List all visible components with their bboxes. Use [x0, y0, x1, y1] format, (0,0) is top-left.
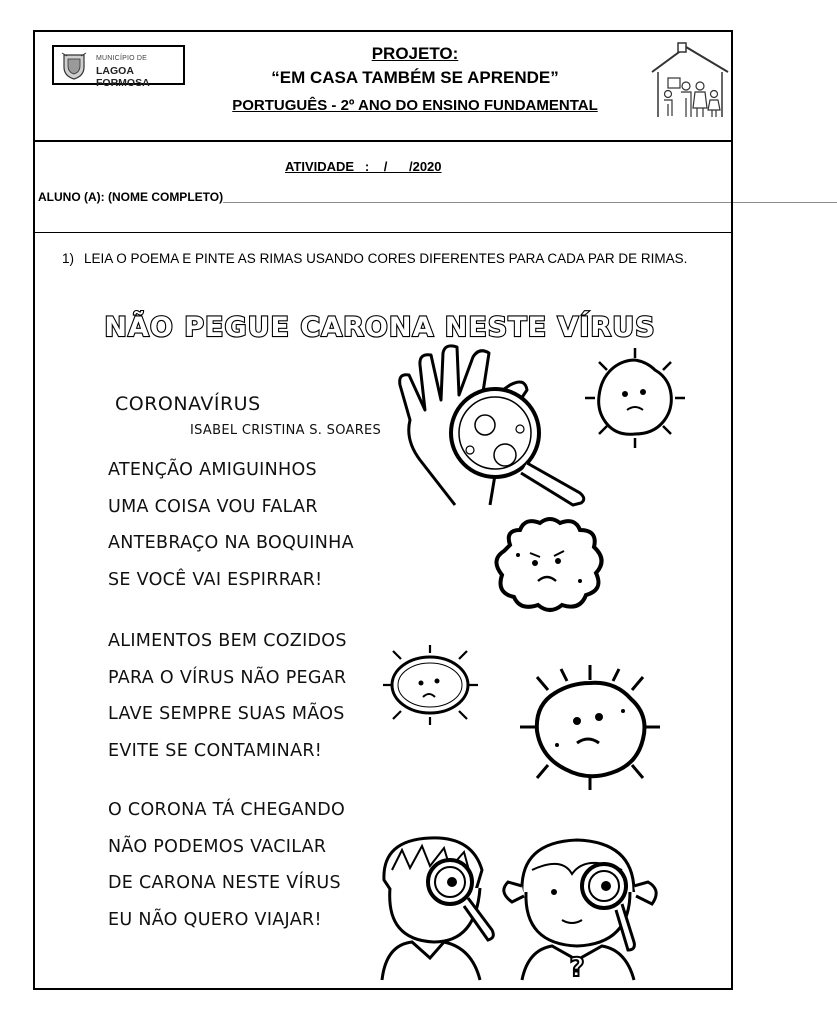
question-text: LEIA O POEMA E PINTE AS RIMAS USANDO CORES DIFERENTES PARA CADA PAR DE RIMAS.: [84, 251, 688, 266]
name-line-divider: [35, 232, 731, 233]
logo-caption: MUNICÍPIO DE: [96, 55, 148, 62]
stanza-2: [108, 623, 347, 769]
coat-of-arms-icon: [59, 51, 89, 81]
stanza-1: [108, 452, 354, 598]
project-label: PROJETO:: [371, 44, 459, 63]
hand-magnifier-illustration: [395, 345, 595, 515]
question-number: 1): [62, 251, 75, 266]
logo-municipality-name: LAGOA FORMOSA: [96, 65, 150, 89]
poem-banner-text: NÃO PEGUE CARONA NESTE VÍRUS: [104, 312, 656, 343]
verse: SE VOCÊ VAI ESPIRRAR!: [108, 569, 323, 590]
poem-banner: [104, 305, 656, 345]
verse: ANTEBRAÇO NA BOQUINHA: [108, 533, 354, 553]
subject-grade: PORTUGUÊS - 2º ANO DO ENSINO FUNDAMENTAL: [232, 97, 598, 114]
virus-icon-3: [383, 645, 478, 725]
verse: DE CARONA NESTE VÍRUS: [108, 873, 341, 893]
virus-icon-1: [585, 348, 685, 448]
municipality-logo: [52, 45, 185, 89]
virus-icon-4: [515, 665, 665, 790]
verse: O CORONA TÁ CHEGANDO: [108, 800, 346, 820]
verse: PARA O VÍRUS NÃO PEGAR: [108, 667, 347, 688]
verse: ALIMENTOS BEM COZIDOS: [108, 631, 347, 651]
activity-date: ATIVIDADE : / /2020: [285, 159, 442, 174]
poem-title: CORONAVÍRUS: [115, 393, 261, 415]
verse: EVITE SE CONTAMINAR!: [108, 740, 323, 761]
verse: ATENÇÃO AMIGUINHOS: [108, 460, 317, 480]
verse: NÃO PODEMOS VACILAR: [108, 836, 327, 857]
question-mark-icon: ?: [569, 953, 585, 983]
verse: UMA COISA VOU FALAR: [108, 496, 318, 517]
verse: LAVE SEMPRE SUAS MÃOS: [108, 704, 345, 724]
question-1: [62, 250, 732, 268]
stanza-3: [108, 792, 345, 938]
student-name-field[interactable]: ALUNO (A): (NOME COMPLETO)____________________________________________________________________________________________: [38, 190, 837, 204]
children-magnifier-illustration: [372, 830, 682, 983]
house-family-icon: [648, 42, 733, 122]
project-title: “EM CASA TAMBÉM SE APRENDE”: [271, 68, 559, 87]
verse: EU NÃO QUERO VIAJAR!: [108, 909, 322, 930]
virus-icon-2: [490, 515, 610, 615]
header-divider: [35, 140, 731, 142]
poem-author: ISABEL CRISTINA S. SOARES: [190, 423, 382, 438]
